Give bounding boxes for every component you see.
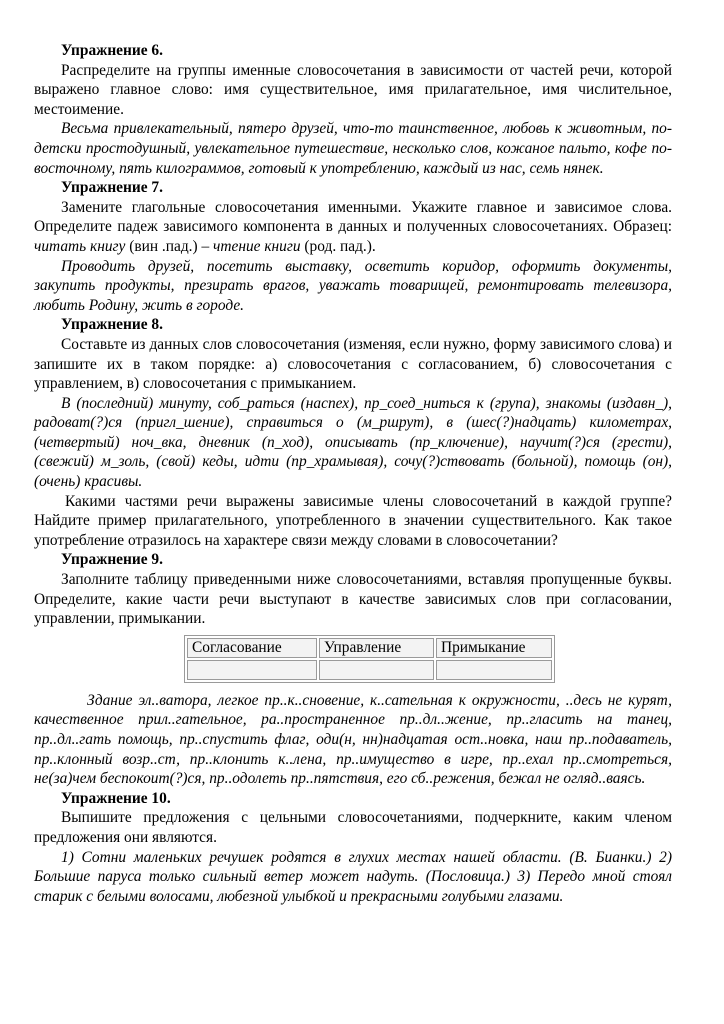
exercise-8-title: Упражнение 8. <box>61 316 163 334</box>
exercise-7-sample-nominal: чтение книги <box>213 237 301 255</box>
table-header-cell: Примыкание <box>436 638 552 658</box>
exercise-7-sample-verbal: читать книгу <box>34 237 126 255</box>
exercise-6-task: Распределите на группы именные словосочетания в зависимости от частей речи, которой выражено главное слово: имя существительное, имя прилагательное, имя числительное, местоимение. <box>34 61 672 118</box>
exercise-10-material: 1) Сотни маленьких речушек родятся в глухих местах нашей области. (В. Бианки.) 2) Большие паруса только сильный ветер может надуть. (Пословица.) 3) Передо мной стоял старик с белыми волосами, любезной улыбкой и прекрасными голубыми глазами. <box>34 848 672 905</box>
table-header-cell: Согласование <box>187 638 317 658</box>
exercise-10-task: Выпишите предложения с цельными словосочетаниями, подчеркните, каким членом предложения они являются. <box>34 809 672 846</box>
table-row <box>187 660 552 680</box>
exercise-8-question: Какими частями речи выражены зависимые члены словосочетаний в каждой группе? Найдите пример прилагательного, употребленного в значении существительного. Как такое употребление отразилось на характере связи между словами в словосочетании? <box>34 492 672 549</box>
document-page <box>34 41 672 906</box>
exercise-9-material: Здание эл..ватора, легкое пр..к..сновение, к..сательная к окружности, ..десь не курят, качественное прил..гательное, ра..пространенное пр..дл..жение, пр..гласить на танец, пр..дл..гать помощь, пр..спустить флаг, оди(н, нн)надцатая ост..новка, наш пр..подаватель, пр..клонный возр..ст, пр..клонить к..лена, пр..имущество в игре, пр..ехал пр..смотреться, не(за)чем беспокоит(?)ся, пр..одолеть пр..пятствия, его сб..режения, бежал не огляд..ваясь. <box>34 691 672 788</box>
table-header-row <box>187 638 552 658</box>
table-cell <box>187 660 317 680</box>
exercise-7-material: Проводить друзей, посетить выставку, осветить коридор, оформить документы, закупить продукты, презирать врагов, уважать товарищей, ремонтировать телевизора, любить Родину, жить в городе. <box>34 257 672 314</box>
exercise-9-table <box>184 635 555 683</box>
exercise-10-title: Упражнение 10. <box>61 789 171 807</box>
exercise-7-task-case1: (вин .пад.) – <box>125 237 214 255</box>
exercise-9-task: Заполните таблицу приведенными ниже словосочетаниями, вставляя пропущенные буквы. Определите, какие части речи выступают в качестве зависимых слов при согласовании, управлении, примыкании. <box>34 571 672 628</box>
exercise-9-table-wrapper <box>184 635 672 683</box>
exercise-8-task: Составьте из данных слов словосочетания (изменяя, если нужно, форму зависимого слова) и запишите их в таком порядке: а) словосочетания с согласованием, б) словосочетания с управлением, в) словосочетания с примыканием. <box>34 335 672 393</box>
exercise-8-material: В (последний) минуту, соб_раться (наспех), пр_соед_ниться к (група), знакомы (издавн_), радоват(?)ся (пригл_шение), справиться о (м_ршрут), в (шес(?)надцать) километрах, (четвертый) ноч_вка, дневник (п_ход), описывать (пр_ключение), научит(?)ся (грести), (свежий) м_золь, (свой) кеды, идти (пр_храмывая), сочу(?)ствовать (больной), помощь (он), (очень) красивы. <box>34 394 672 491</box>
exercise-7-task-case2: (род. пад.). <box>300 237 376 255</box>
exercise-7-title: Упражнение 7. <box>61 179 163 197</box>
table-cell <box>436 660 552 680</box>
table-header-cell: Управление <box>319 638 434 658</box>
exercise-7-task-text: Замените глагольные словосочетания именными. Укажите главное и зависимое слова. Определите падеж зависимого компонента в данных и полученных словосочетаниях. Образец: <box>34 198 672 236</box>
exercise-6-material: Весьма привлекательный, пятеро друзей, что-то таинственное, любовь к животным, по-детски простодушный, увлекательное путешествие, несколько слов, кожаное пальто, кофе по-восточному, пять килограммов, готовый к употреблению, каждый из нас, семь нянек. <box>34 120 672 177</box>
exercise-6-title: Упражнение 6. <box>61 42 163 59</box>
exercise-7-task <box>34 198 672 257</box>
exercise-9-title: Упражнение 9. <box>61 551 163 569</box>
table-cell <box>319 660 434 680</box>
